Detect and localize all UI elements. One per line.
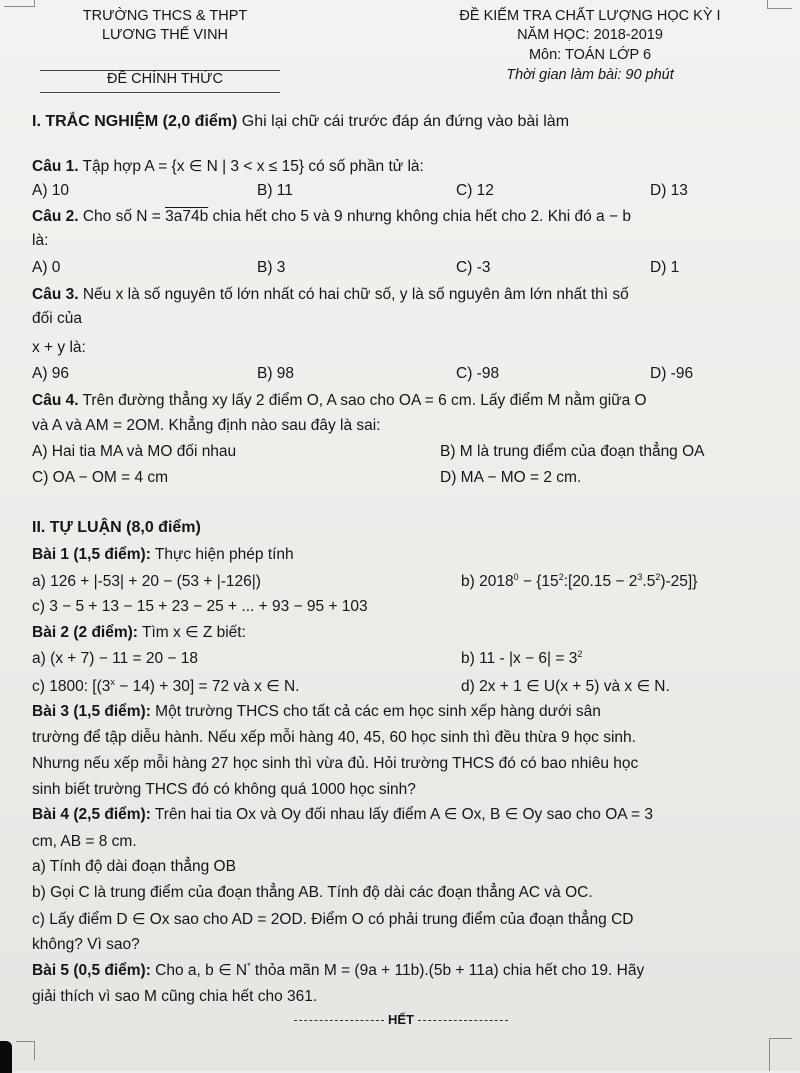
b2-heading [32,623,246,643]
b1-heading [32,545,294,565]
q4-label: Câu 4. [32,392,79,409]
q1-option-c: C) 12 [456,182,494,199]
q2-stem-pre: Cho số N = [78,208,166,225]
b1-b-sup4: 2 [655,572,661,582]
part1-title: I. TRẮC NGHIỆM (2,0 điểm) [32,113,238,130]
b4-c: c) Lấy điểm D ∈ Ox sao cho AD = 2OD. Điểm O có phải trung điểm của đoạn thẳng CD [32,911,634,928]
b5-post: thỏa mãn M = (9a + 11b).(5b + 11a) chia hết cho 19. Hãy [250,962,645,979]
q3-continuation-1: đối của [32,310,82,327]
q1-stem: Tập hợp A = {x ∈ N | 3 < x ≤ 15} có số phần tử là: [78,158,424,175]
b1-b-sup3: 3 [637,572,643,582]
q2-option-a: A) 0 [32,259,61,276]
q3-option-a: A) 96 [32,365,70,382]
q4-stem: Trên đường thẳng xy lấy 2 điểm O, A sao cho OA = 6 cm. Lấy điểm M nằm giữa O [78,392,647,409]
b4-line-2: cm, AB = 8 cm. [32,833,137,850]
b1-b-mid1: − {15 [518,573,559,590]
q4-option-c: C) OA − OM = 4 cm [32,469,169,486]
b1-b-mid2: :[20.15 − 2 [563,573,638,590]
q1-option-b: B) 11 [257,182,293,199]
b3-text: Một trường THCS cho tất cả các em học sinh xếp hàng dưới sân [150,703,601,720]
q1-label: Câu 1. [32,158,79,175]
q3-continuation-2: x + y là: [32,339,86,356]
b3-line-2: trường để tập diễu hành. Nếu xếp mỗi hàng 40, 45, 60 học sinh thì đều thừa 9 học sinh. [32,729,636,746]
q2-text [32,207,631,227]
b3-heading [32,702,601,722]
crop-mark-bottom-right [769,1038,792,1071]
b1-label: Bài 1 (1,5 điểm): [32,546,151,563]
b5-pre: Cho a, b ∈ N [150,962,248,979]
q2-option-c: C) -3 [456,259,491,276]
q3-label: Câu 3. [32,286,79,303]
b4-a: a) Tính độ dài đoạn thẳng OB [32,858,236,875]
exam-title: ĐỀ KIẾM TRA CHẤT LƯỢNG HỌC KỲ I [459,8,721,24]
b2-c-sup: x [110,677,115,687]
b3-label: Bài 3 (1,5 điểm): [32,703,151,720]
b5-line-2: giải thích vì sao M cũng chia hết cho 361. [32,988,318,1005]
b3-line-3: Nhưng nếu xếp mỗi hàng 27 học sinh thì vừa đủ. Hỏi trường THCS đó có bao nhiêu học [32,755,639,772]
b5-label: Bài 5 (0,5 điểm): [32,962,151,979]
end-marker [290,1012,512,1027]
b1-b-mid3: .5 [642,573,656,590]
b3-line-4: sinh biết trường THCS đó có không quá 1000 học sinh? [32,781,416,798]
b5-heading [32,961,644,981]
b2-c [32,677,299,697]
q3-text [32,285,629,305]
b1-c: c) 3 − 5 + 13 − 15 + 23 − 25 + ... + 93 − 95 + 103 [32,598,368,615]
q3-option-c: C) -98 [456,365,500,382]
b4-b: b) Gọi C là trung điểm của đoạn thẳng AB. Tính độ dài các đoạn thẳng AC và OC. [32,884,593,901]
school-name-line-2: LƯƠNG THẾ VINH [101,27,229,43]
q2-continuation: là: [32,232,49,249]
b4-text: Trên hai tia Ox và Oy đối nhau lấy điểm A ∈ Ox, B ∈ Oy sao cho OA = 3 [150,806,654,823]
q2-number: 3a74b [165,208,209,225]
q1-option-d: D) 13 [650,182,688,199]
b2-text: Tìm x ∈ Z biết: [137,624,246,641]
q4-continuation: và A và AM = 2OM. Khẳng định nào sau đây là sai: [32,417,381,434]
school-year: NĂM HỌC: 2018-2019 [517,27,663,43]
end-dash-left [294,1020,384,1021]
b2-b-sup: 2 [577,649,583,659]
crop-mark-top-left [4,0,35,7]
q2-stem-post: chia hết cho 5 và 9 nhưng không chia hết cho 2. Khi đó a − b [208,208,631,225]
b1-b-sup1: 0 [513,572,519,582]
b2-b-text: b) 11 - |x − 6| = 3 [461,650,578,667]
part2-title: II. TỰ LUẬN (8,0 điểm) [32,519,201,536]
b1-b-pre: b) 2018 [461,573,514,590]
q2-option-b: B) 3 [257,259,286,276]
b4-label: Bài 4 (2,5 điểm): [32,806,151,823]
q2-label: Câu 2. [32,208,79,225]
part1-instruction: Ghi lại chữ cái trước đáp án đứng vào bài làm [237,113,570,130]
b4-heading [32,805,653,825]
b1-b [461,572,697,592]
b1-text: Thực hiện phép tính [150,546,294,563]
q4-text [32,391,647,411]
q1-text [32,157,424,177]
b2-a: a) (x + 7) − 11 = 20 − 18 [32,650,199,667]
subject: Môn: TOÁN LỚP 6 [528,47,652,63]
b1-b-post: )-25]} [660,573,698,590]
q4-option-d: D) MA − MO = 2 cm. [440,469,582,486]
end-dash-right [418,1020,508,1021]
school-name-line-1: TRƯỜNG THCS & THPT [82,8,248,24]
b1-a: a) 126 + |-53| + 20 − (53 + |-126|) [32,573,261,590]
header-divider-bottom [40,92,280,93]
q3-stem: Nếu x là số nguyên tố lớn nhất có hai chữ số, y là số nguyên âm lớn nhất thì số [78,286,629,303]
q4-option-a: A) Hai tia MA và MO đối nhau [32,443,237,460]
part1-heading [32,112,569,132]
b2-b [461,649,582,669]
q4-option-b: B) M là trung điểm của đoạn thẳng OA [440,443,705,460]
q2-option-d: D) 1 [650,259,680,276]
b2-c-post: − 14) + 30] = 72 và x ∈ N. [114,678,300,695]
b2-d: d) 2x + 1 ∈ U(x + 5) và x ∈ N. [461,678,670,695]
end-label: HẾT [388,1012,414,1027]
q1-option-a: A) 10 [32,182,70,199]
crop-mark-bottom-left [0,1037,36,1071]
b2-label: Bài 2 (2 điểm): [32,624,138,641]
q3-option-d: D) -96 [650,365,694,382]
b5-sup: * [247,961,251,971]
time-limit: Thời gian làm bài: 90 phút [506,67,674,83]
official-label: ĐỀ CHÍNH THỨC [106,71,224,87]
b1-b-sup2: 2 [558,572,564,582]
q3-option-b: B) 98 [257,365,295,382]
b2-c-pre: c) 1800: [(3 [32,678,111,695]
b4-c-line-2: không? Vì sao? [32,936,140,953]
